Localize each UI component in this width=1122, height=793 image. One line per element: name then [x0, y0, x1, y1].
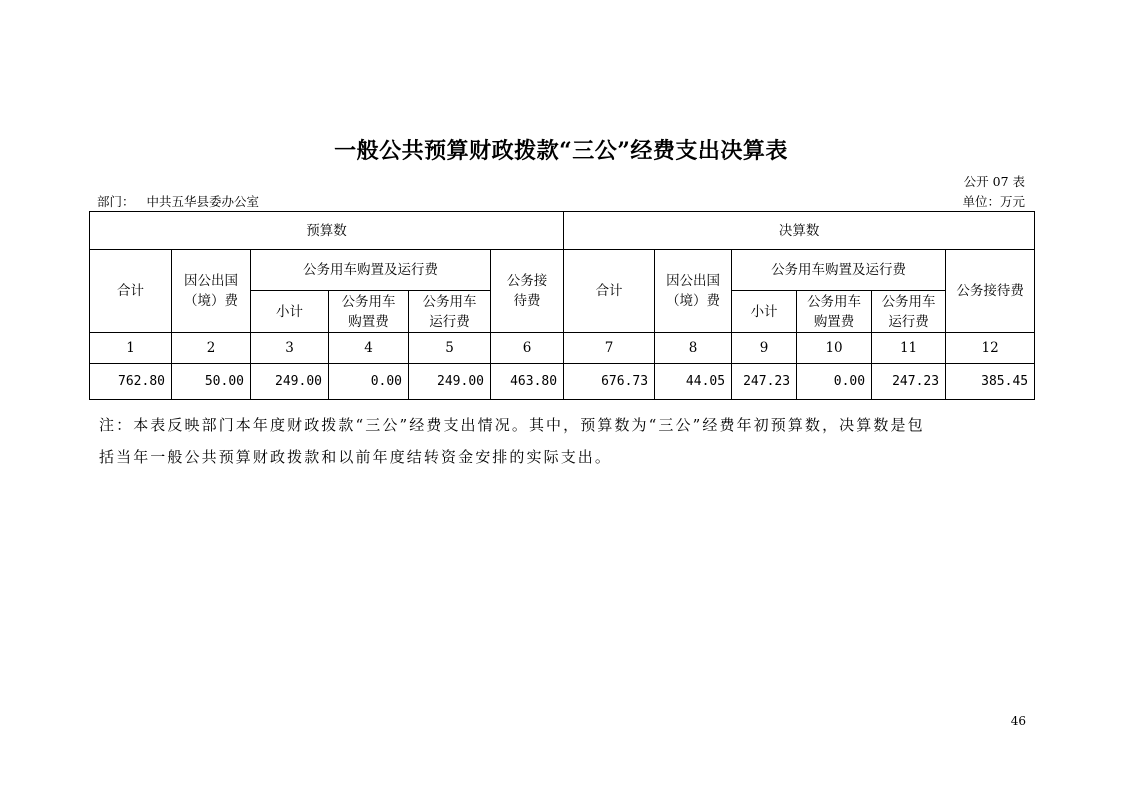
page-number: 46	[1010, 714, 1026, 728]
final-abroad-header-line1: 因公出国	[666, 273, 721, 289]
final-vehicle-purchase-line2: 购置费	[813, 313, 855, 330]
department-label: 部门：	[97, 194, 135, 209]
column-number: 11	[872, 333, 946, 364]
budget-reception-header-line1: 公务接	[506, 273, 548, 289]
final-vehicle-purchase-line1: 公务用车	[807, 293, 862, 310]
header-row-1	[90, 250, 1035, 291]
column-number: 2	[172, 333, 251, 364]
column-number: 1	[90, 333, 172, 364]
column-number: 7	[564, 333, 655, 364]
final-abroad-header-line2: （境）费	[666, 293, 721, 309]
final-reception-value: 385.45	[946, 364, 1035, 400]
column-number: 9	[732, 333, 797, 364]
final-vehicle-purchase-value: 0.00	[797, 364, 872, 400]
column-number: 4	[329, 333, 409, 364]
final-total-value: 676.73	[564, 364, 655, 400]
budget-vehicle-subtotal-value: 249.00	[251, 364, 329, 400]
budget-subtotal-header: 小计	[251, 291, 329, 333]
final-abroad-value: 44.05	[655, 364, 732, 400]
final-vehicle-purchase-header	[797, 291, 872, 333]
value-row	[90, 364, 1035, 400]
budget-group-header: 预算数	[90, 212, 564, 250]
form-number: 公开 07 表	[963, 174, 1025, 189]
column-number: 5	[409, 333, 491, 364]
budget-vehicle-operation-value: 249.00	[409, 364, 491, 400]
budget-reception-header	[491, 250, 564, 333]
final-abroad-header	[655, 250, 732, 333]
budget-abroad-value: 50.00	[172, 364, 251, 400]
budget-total-header: 合计	[90, 250, 172, 333]
footnote-line1: 注：本表反映部门本年度财政拨款“三公”经费支出情况。其中，预算数为“三公”经费年初预算数，决算数是包	[99, 416, 925, 434]
footnote	[99, 409, 1029, 473]
budget-reception-header-line2: 待费	[513, 293, 541, 309]
department-line	[97, 192, 259, 210]
final-reception-header: 公务接待费	[946, 250, 1035, 333]
budget-abroad-header-line1: 因公出国	[184, 273, 238, 289]
column-number: 12	[946, 333, 1035, 364]
unit-label: 单位：万元	[962, 194, 1025, 209]
budget-abroad-header-line2: （境）费	[184, 293, 238, 309]
budget-vehicle-operation-line2: 运行费	[429, 313, 470, 330]
budget-abroad-header	[172, 250, 251, 333]
expense-table	[89, 211, 1035, 400]
group-header-row	[90, 212, 1035, 250]
budget-vehicle-purchase-value: 0.00	[329, 364, 409, 400]
column-number: 8	[655, 333, 732, 364]
final-vehicle-header: 公务用车购置及运行费	[732, 250, 946, 291]
final-vehicle-operation-header	[872, 291, 946, 333]
final-vehicle-operation-line1: 公务用车	[881, 293, 936, 310]
final-total-header: 合计	[564, 250, 655, 333]
column-number: 3	[251, 333, 329, 364]
final-vehicle-operation-value: 247.23	[872, 364, 946, 400]
department-name: 中共五华县委办公室	[146, 194, 260, 209]
final-vehicle-operation-line2: 运行费	[888, 313, 929, 330]
budget-vehicle-purchase-line2: 购置费	[348, 313, 389, 330]
final-group-header: 决算数	[564, 212, 1035, 250]
budget-vehicle-operation-line1: 公务用车	[422, 293, 477, 310]
budget-reception-value: 463.80	[491, 364, 564, 400]
column-number: 6	[491, 333, 564, 364]
budget-vehicle-purchase-line1: 公务用车	[341, 293, 396, 310]
footnote-line2: 括当年一般公共预算财政拨款和以前年度结转资金安排的实际支出。	[99, 448, 613, 466]
budget-vehicle-operation-header	[409, 291, 491, 333]
column-number-row	[90, 333, 1035, 364]
final-subtotal-header: 小计	[732, 291, 797, 333]
column-number: 10	[797, 333, 872, 364]
budget-vehicle-header: 公务用车购置及运行费	[251, 250, 491, 291]
budget-total-value: 762.80	[90, 364, 172, 400]
budget-vehicle-purchase-header	[329, 291, 409, 333]
page-title: 一般公共预算财政拨款“三公”经费支出决算表	[334, 138, 788, 164]
final-vehicle-subtotal-value: 247.23	[732, 364, 797, 400]
